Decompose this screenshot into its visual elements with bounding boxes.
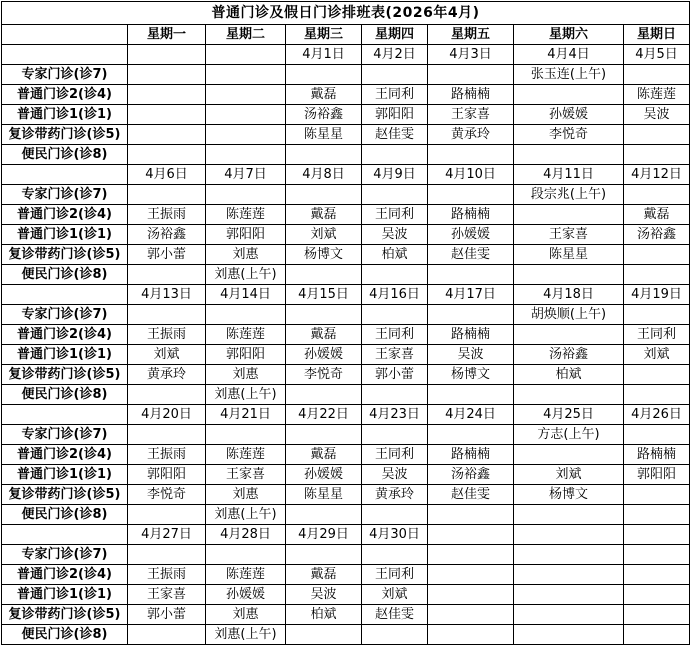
doctor-cell: 黄承玲 [362,485,428,505]
doctor-cell [624,425,690,445]
doctor-cell [362,145,428,165]
doctor-cell [428,145,514,165]
doctor-cell: 黄承玲 [428,125,514,145]
weekday-sun: 星期日 [624,25,690,45]
weekday-fri: 星期五 [428,25,514,45]
doctor-cell: 陈星星 [514,245,624,265]
convenience-clinic-row [2,145,690,165]
date-cell: 4月3日 [428,45,514,65]
doctor-cell [128,425,206,445]
doctor-cell [428,305,514,325]
clinic-label: 普通门诊1(诊1) [2,465,128,485]
revisit-clinic-row [2,485,690,505]
doctor-cell [286,145,362,165]
doctor-cell [514,625,624,645]
doctor-cell: 郭小蕾 [128,605,206,625]
doctor-cell [514,325,624,345]
doctor-cell [206,145,286,165]
doctor-cell: 孙媛媛 [514,105,624,125]
doctor-cell [514,85,624,105]
clinic-label: 复诊带药门诊(诊5) [2,125,128,145]
doctor-cell: 王家喜 [428,105,514,125]
doctor-cell [286,385,362,405]
weekday-tue: 星期二 [206,25,286,45]
doctor-cell [624,605,690,625]
date-cell: 4月16日 [362,285,428,305]
date-cell: 4月1日 [286,45,362,65]
doctor-cell: 吴波 [624,105,690,125]
date-cell: 4月26日 [624,405,690,425]
doctor-cell: 王振雨 [128,565,206,585]
doctor-cell: 刘惠(上午) [206,625,286,645]
date-cell: 4月15日 [286,285,362,305]
convenience-clinic-row [2,385,690,405]
convenience-clinic-row [2,265,690,285]
doctor-cell [624,245,690,265]
doctor-cell: 王同利 [362,445,428,465]
doctor-cell: 王同利 [362,205,428,225]
doctor-cell [624,185,690,205]
clinic-label: 便民门诊(诊8) [2,385,128,405]
clinic-label: 专家门诊(诊7) [2,305,128,325]
doctor-cell [286,305,362,325]
revisit-clinic-row [2,605,690,625]
doctor-cell [624,625,690,645]
doctor-cell: 刘惠(上午) [206,385,286,405]
clinic-label: 普通门诊1(诊1) [2,225,128,245]
doctor-cell: 陈莲莲 [206,325,286,345]
expert-clinic-row [2,425,690,445]
date-cell: 4月20日 [128,405,206,425]
doctor-cell: 陈星星 [286,125,362,145]
doctor-cell: 刘惠(上午) [206,265,286,285]
doctor-cell: 戴磊 [286,325,362,345]
doctor-cell [428,565,514,585]
doctor-cell: 赵佳雯 [428,245,514,265]
doctor-cell: 刘斌 [286,225,362,245]
date-cell: 4月14日 [206,285,286,305]
doctor-cell: 陈莲莲 [206,565,286,585]
doctor-cell: 杨博文 [514,485,624,505]
doctor-cell: 刘惠 [206,365,286,385]
clinic-label: 专家门诊(诊7) [2,185,128,205]
doctor-cell: 路楠楠 [428,85,514,105]
clinic-label: 便民门诊(诊8) [2,265,128,285]
convenience-clinic-row [2,505,690,525]
doctor-cell: 陈莲莲 [206,445,286,465]
doctor-cell [428,65,514,85]
doctor-cell: 王同利 [624,325,690,345]
doctor-cell [206,85,286,105]
doctor-cell: 刘斌 [362,585,428,605]
doctor-cell [624,365,690,385]
doctor-cell [428,605,514,625]
doctor-cell [128,125,206,145]
doctor-cell [624,65,690,85]
date-cell: 4月12日 [624,165,690,185]
date-cell: 4月13日 [128,285,206,305]
schedule-body [2,2,690,645]
doctor-cell: 王家喜 [514,225,624,245]
doctor-cell: 路楠楠 [624,445,690,465]
general-clinic-1-row [2,345,690,365]
revisit-clinic-row [2,125,690,145]
clinic-label: 便民门诊(诊8) [2,625,128,645]
week-date-row [2,285,690,305]
doctor-cell: 郭小蕾 [128,245,206,265]
clinic-label: 复诊带药门诊(诊5) [2,365,128,385]
revisit-clinic-row [2,245,690,265]
clinic-label: 便民门诊(诊8) [2,145,128,165]
doctor-cell: 王家喜 [206,465,286,485]
doctor-cell [286,265,362,285]
doctor-cell [286,545,362,565]
doctor-cell [128,65,206,85]
clinic-label: 专家门诊(诊7) [2,65,128,85]
doctor-cell [624,565,690,585]
doctor-cell [128,185,206,205]
doctor-cell: 汤裕鑫 [428,465,514,485]
doctor-cell [286,425,362,445]
date-cell: 4月2日 [362,45,428,65]
clinic-label: 普通门诊2(诊4) [2,565,128,585]
doctor-cell: 刘惠 [206,605,286,625]
doctor-cell: 段宗兆(上午) [514,185,624,205]
date-cell: 4月4日 [514,45,624,65]
doctor-cell [624,585,690,605]
doctor-cell [362,625,428,645]
date-cell [128,45,206,65]
doctor-cell [362,385,428,405]
date-cell: 4月29日 [286,525,362,545]
doctor-cell: 戴磊 [286,565,362,585]
general-clinic-1-row [2,585,690,605]
doctor-cell [514,585,624,605]
date-cell: 4月23日 [362,405,428,425]
date-cell [514,525,624,545]
date-row-label [2,525,128,545]
doctor-cell: 王同利 [362,325,428,345]
doctor-cell [128,85,206,105]
general-clinic-2-row [2,445,690,465]
clinic-label: 专家门诊(诊7) [2,425,128,445]
doctor-cell: 郭阳阳 [206,225,286,245]
clinic-label: 复诊带药门诊(诊5) [2,485,128,505]
doctor-cell [514,605,624,625]
doctor-cell [206,65,286,85]
clinic-label: 普通门诊1(诊1) [2,585,128,605]
date-row-label [2,405,128,425]
doctor-cell [514,205,624,225]
doctor-cell: 戴磊 [286,205,362,225]
weekday-sat: 星期六 [514,25,624,45]
doctor-cell: 孙媛媛 [206,585,286,605]
doctor-cell: 孙媛媛 [286,465,362,485]
doctor-cell: 戴磊 [286,445,362,465]
doctor-cell [128,505,206,525]
expert-clinic-row [2,185,690,205]
doctor-cell [362,505,428,525]
doctor-cell: 黄承玲 [128,365,206,385]
doctor-cell [624,505,690,525]
doctor-cell: 路楠楠 [428,205,514,225]
doctor-cell: 吴波 [362,465,428,485]
doctor-cell: 方志(上午) [514,425,624,445]
doctor-cell: 刘惠 [206,245,286,265]
doctor-cell: 王家喜 [128,585,206,605]
doctor-cell [128,145,206,165]
doctor-cell: 王振雨 [128,205,206,225]
doctor-cell [206,305,286,325]
doctor-cell: 王同利 [362,565,428,585]
week-date-row [2,45,690,65]
doctor-cell [128,625,206,645]
doctor-cell: 李悦奇 [128,485,206,505]
doctor-cell: 刘斌 [514,465,624,485]
doctor-cell: 孙媛媛 [428,225,514,245]
doctor-cell: 郭阳阳 [362,105,428,125]
doctor-cell: 李悦奇 [514,125,624,145]
clinic-label: 普通门诊2(诊4) [2,85,128,105]
doctor-cell [428,265,514,285]
date-cell: 4月24日 [428,405,514,425]
doctor-cell: 王家喜 [362,345,428,365]
expert-clinic-row [2,65,690,85]
general-clinic-2-row [2,325,690,345]
doctor-cell [428,505,514,525]
general-clinic-1-row [2,465,690,485]
doctor-cell [428,545,514,565]
doctor-cell: 王振雨 [128,445,206,465]
expert-clinic-row [2,305,690,325]
week-date-row [2,165,690,185]
doctor-cell [128,545,206,565]
doctor-cell [206,105,286,125]
doctor-cell: 孙媛媛 [286,345,362,365]
doctor-cell: 汤裕鑫 [286,105,362,125]
doctor-cell: 李悦奇 [286,365,362,385]
schedule-sheet [1,1,689,645]
date-row-label [2,45,128,65]
doctor-cell: 刘斌 [128,345,206,365]
doctor-cell: 王振雨 [128,325,206,345]
date-cell [428,525,514,545]
week-date-row [2,525,690,545]
doctor-cell [428,185,514,205]
doctor-cell: 刘斌 [624,345,690,365]
doctor-cell: 陈星星 [286,485,362,505]
weekday-mon: 星期一 [128,25,206,45]
weekday-wed: 星期三 [286,25,362,45]
doctor-cell [624,385,690,405]
doctor-cell [514,385,624,405]
date-cell: 4月18日 [514,285,624,305]
doctor-cell [286,185,362,205]
doctor-cell: 郭阳阳 [206,345,286,365]
doctor-cell [362,265,428,285]
doctor-cell: 陈莲莲 [206,205,286,225]
doctor-cell [428,425,514,445]
doctor-cell [514,505,624,525]
doctor-cell: 路楠楠 [428,445,514,465]
doctor-cell: 郭阳阳 [128,465,206,485]
doctor-cell [128,385,206,405]
doctor-cell: 戴磊 [624,205,690,225]
clinic-label: 普通门诊1(诊1) [2,105,128,125]
doctor-cell [624,145,690,165]
general-clinic-1-row [2,225,690,245]
doctor-cell [624,485,690,505]
doctor-cell: 赵佳雯 [428,485,514,505]
doctor-cell: 吴波 [428,345,514,365]
schedule-table [1,1,690,645]
date-cell [206,45,286,65]
doctor-cell: 吴波 [362,225,428,245]
doctor-cell: 戴磊 [286,85,362,105]
date-row-label [2,165,128,185]
date-cell: 4月27日 [128,525,206,545]
doctor-cell [286,625,362,645]
date-cell: 4月30日 [362,525,428,545]
date-cell: 4月7日 [206,165,286,185]
doctor-cell [514,545,624,565]
date-cell: 4月10日 [428,165,514,185]
clinic-label: 专家门诊(诊7) [2,545,128,565]
doctor-cell: 张玉连(上午) [514,65,624,85]
date-cell: 4月6日 [128,165,206,185]
doctor-cell [514,145,624,165]
header-corner [2,25,128,45]
date-cell: 4月21日 [206,405,286,425]
doctor-cell: 郭阳阳 [624,465,690,485]
date-row-label [2,285,128,305]
date-cell: 4月5日 [624,45,690,65]
clinic-label: 普通门诊2(诊4) [2,445,128,465]
doctor-cell: 吴波 [286,585,362,605]
doctor-cell [362,65,428,85]
doctor-cell [514,445,624,465]
doctor-cell: 郭小蕾 [362,365,428,385]
doctor-cell [128,305,206,325]
doctor-cell: 刘惠 [206,485,286,505]
date-cell: 4月19日 [624,285,690,305]
expert-clinic-row [2,545,690,565]
doctor-cell [128,105,206,125]
doctor-cell [428,585,514,605]
doctor-cell: 赵佳雯 [362,605,428,625]
doctor-cell [362,425,428,445]
date-cell: 4月17日 [428,285,514,305]
date-cell: 4月9日 [362,165,428,185]
general-clinic-2-row [2,205,690,225]
doctor-cell [128,265,206,285]
date-cell: 4月8日 [286,165,362,185]
doctor-cell: 柏斌 [286,605,362,625]
weekday-header-row [2,25,690,45]
clinic-label: 便民门诊(诊8) [2,505,128,525]
date-cell: 4月11日 [514,165,624,185]
doctor-cell: 陈莲莲 [624,85,690,105]
doctor-cell [206,125,286,145]
doctor-cell: 汤裕鑫 [514,345,624,365]
doctor-cell: 路楠楠 [428,325,514,345]
doctor-cell [206,425,286,445]
doctor-cell: 胡焕顺(上午) [514,305,624,325]
general-clinic-2-row [2,565,690,585]
date-cell: 4月28日 [206,525,286,545]
clinic-label: 复诊带药门诊(诊5) [2,245,128,265]
general-clinic-1-row [2,105,690,125]
doctor-cell [514,565,624,585]
doctor-cell [624,265,690,285]
clinic-label: 复诊带药门诊(诊5) [2,605,128,625]
doctor-cell [362,305,428,325]
doctor-cell [624,545,690,565]
doctor-cell: 汤裕鑫 [128,225,206,245]
doctor-cell [286,65,362,85]
clinic-label: 普通门诊2(诊4) [2,205,128,225]
page-title: 普通门诊及假日门诊排班表(2026年4月) [2,2,690,25]
doctor-cell [428,625,514,645]
clinic-label: 普通门诊1(诊1) [2,345,128,365]
doctor-cell: 杨博文 [286,245,362,265]
weekday-thu: 星期四 [362,25,428,45]
doctor-cell [428,385,514,405]
doctor-cell: 王同利 [362,85,428,105]
doctor-cell [286,505,362,525]
doctor-cell: 汤裕鑫 [624,225,690,245]
doctor-cell: 杨博文 [428,365,514,385]
clinic-label: 普通门诊2(诊4) [2,325,128,345]
doctor-cell: 柏斌 [514,365,624,385]
doctor-cell [362,545,428,565]
doctor-cell: 赵佳雯 [362,125,428,145]
date-cell [624,525,690,545]
convenience-clinic-row [2,625,690,645]
doctor-cell [624,305,690,325]
doctor-cell [514,265,624,285]
date-cell: 4月25日 [514,405,624,425]
doctor-cell: 柏斌 [362,245,428,265]
doctor-cell [206,185,286,205]
doctor-cell: 刘惠(上午) [206,505,286,525]
date-cell: 4月22日 [286,405,362,425]
week-date-row [2,405,690,425]
doctor-cell [206,545,286,565]
revisit-clinic-row [2,365,690,385]
general-clinic-2-row [2,85,690,105]
doctor-cell [624,125,690,145]
doctor-cell [362,185,428,205]
